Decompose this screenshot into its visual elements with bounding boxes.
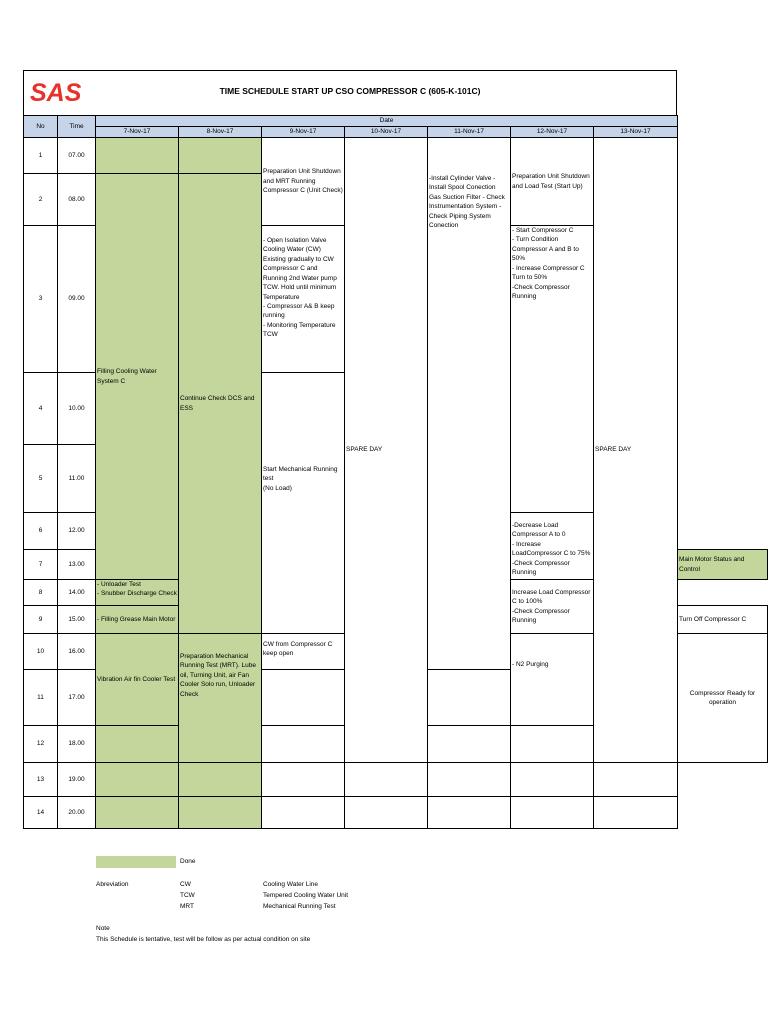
cell-done (96, 138, 179, 174)
activity-cell: Preparation Unit Shutdown and Load Test (Start Up) (511, 138, 594, 226)
activity-cell: - Open Isolation Valve Cooling Water (CW) Existing gradually to CW Compressor C and Running 2nd Water pump TCW. Hold until minimum Temperature - Compressor A& B keep running - Monitoring Temperature TCW (262, 226, 345, 373)
activity-cell: -Decrease Load Compressor A to 0 - Increase LoadCompressor C to 75% -Check Compressor Running (511, 513, 594, 580)
row-no: 5 (24, 445, 58, 513)
empty-cell (262, 726, 345, 763)
header-date-6: 12-Nov-17 (511, 127, 594, 138)
row-no: 14 (24, 797, 58, 829)
cell-done (96, 726, 179, 763)
row-no: 11 (24, 670, 58, 726)
sas-logo (30, 79, 82, 105)
row-no: 1 (24, 138, 58, 174)
row-time: 07.00 (58, 138, 96, 174)
row-time: 16.00 (58, 634, 96, 670)
activity-cell: Compressor Ready for operation (678, 634, 768, 763)
header-date: Date (96, 116, 678, 127)
activity-cell: - N2 Purging (511, 634, 594, 726)
activity-cell: - Filling Grease Main Motor (96, 606, 179, 634)
row-time: 10.00 (58, 373, 96, 445)
activity-cell: Vibration Air fin Cooler Test (96, 634, 179, 726)
empty-cell (511, 763, 594, 797)
cell-done (96, 797, 179, 829)
activity-cell: - Start Compressor C - Turn Condition Compressor A and B to 50% - Increase Compressor C Turn to 50% -Check Compressor Running (511, 226, 594, 513)
page-title: TIME SCHEDULE START UP CSO COMPRESSOR C (605-K-101C) (219, 86, 481, 96)
row-time: 13.00 (58, 550, 96, 580)
header-date-2: 8-Nov-17 (179, 127, 262, 138)
empty-cell (594, 763, 678, 797)
empty-cell (594, 797, 678, 829)
header-time: Time (58, 116, 96, 138)
abbr-key: TCW (180, 892, 195, 899)
schedule-table (23, 115, 768, 829)
row-time: 12.00 (58, 513, 96, 550)
table-row (24, 763, 768, 797)
activity-cell: Preparation Mechanical Running Test (MRT). Lube oil, Turning Unit, air Fan Cooler Solo run, Unloader Check (179, 634, 262, 763)
abbr-meaning: Mechanical Running Test (263, 903, 336, 910)
row-time: 20.00 (58, 797, 96, 829)
empty-cell (428, 763, 511, 797)
svg-text:SAS: SAS (30, 79, 82, 105)
activity-cell: Turn Off Compressor C (678, 606, 768, 634)
activity-cell: Start Mechanical Running test (No Load) (262, 373, 345, 634)
row-time: 18.00 (58, 726, 96, 763)
row-time: 08.00 (58, 174, 96, 226)
activity-cell: SPARE DAY (594, 138, 678, 763)
row-time: 15.00 (58, 606, 96, 634)
empty-cell (345, 797, 428, 829)
activity-cell: -Install Cylinder Valve - Install Spool Conection Gas Suction Filter - Check Instrumentation System -Check Piping System Conection (428, 138, 511, 670)
row-no: 4 (24, 373, 58, 445)
activity-cell: Increase Load Compressor C to 100% -Check Compressor Running (511, 580, 594, 634)
activity-cell: Continue Check DCS and ESS (179, 174, 262, 634)
note-text: This Schedule is tentative, test will be follow as per actual condition on site (96, 936, 311, 943)
abbr-meaning: Cooling Water Line (263, 881, 319, 888)
header-no: No (24, 116, 58, 138)
table-row (24, 138, 768, 174)
activity-cell: - Unloader Test - Snubber Discharge Check (96, 580, 179, 606)
empty-cell (262, 670, 345, 726)
table-row (24, 797, 768, 829)
activity-cell: CW from Compressor C keep open (262, 634, 345, 670)
row-time: 11.00 (58, 445, 96, 513)
note-label: Note (96, 925, 110, 932)
row-no: 10 (24, 634, 58, 670)
activity-cell: SPARE DAY (345, 138, 428, 763)
abbr-key: MRT (180, 903, 194, 910)
header-date-7: 13-Nov-17 (594, 127, 678, 138)
row-no: 2 (24, 174, 58, 226)
row-no: 3 (24, 226, 58, 373)
row-no: 7 (24, 550, 58, 580)
header-date-3: 9-Nov-17 (262, 127, 345, 138)
header-date-1: 7-Nov-17 (96, 127, 179, 138)
row-time: 14.00 (58, 580, 96, 606)
row-no: 13 (24, 763, 58, 797)
row-no: 9 (24, 606, 58, 634)
cell-done (179, 138, 262, 174)
empty-cell (428, 797, 511, 829)
header-date-4: 10-Nov-17 (345, 127, 428, 138)
abbr-meaning: Tempered Cooling Water Unit (263, 892, 349, 899)
activity-cell: Preparation Unit Shutdown and MRT Running Compressor C (Unit Check) (262, 138, 345, 226)
row-no: 8 (24, 580, 58, 606)
empty-cell (511, 797, 594, 829)
row-time: 17.00 (58, 670, 96, 726)
activity-cell: Main Motor Status and Control (678, 550, 768, 580)
cell-done (179, 797, 262, 829)
activity-cell: Filling Cooling Water System C (96, 174, 179, 580)
row-no: 12 (24, 726, 58, 763)
abbreviation-label: Abreviation (96, 881, 129, 888)
empty-cell (262, 763, 345, 797)
cell-done (179, 763, 262, 797)
row-time: 19.00 (58, 763, 96, 797)
cell-done (96, 763, 179, 797)
done-legend-label: Done (180, 858, 196, 865)
done-legend-swatch (96, 856, 176, 868)
row-time: 09.00 (58, 226, 96, 373)
abbr-key: CW (180, 881, 191, 888)
empty-cell (428, 726, 511, 763)
header-date-5: 11-Nov-17 (428, 127, 511, 138)
empty-cell (262, 797, 345, 829)
empty-cell (345, 763, 428, 797)
row-no: 6 (24, 513, 58, 550)
